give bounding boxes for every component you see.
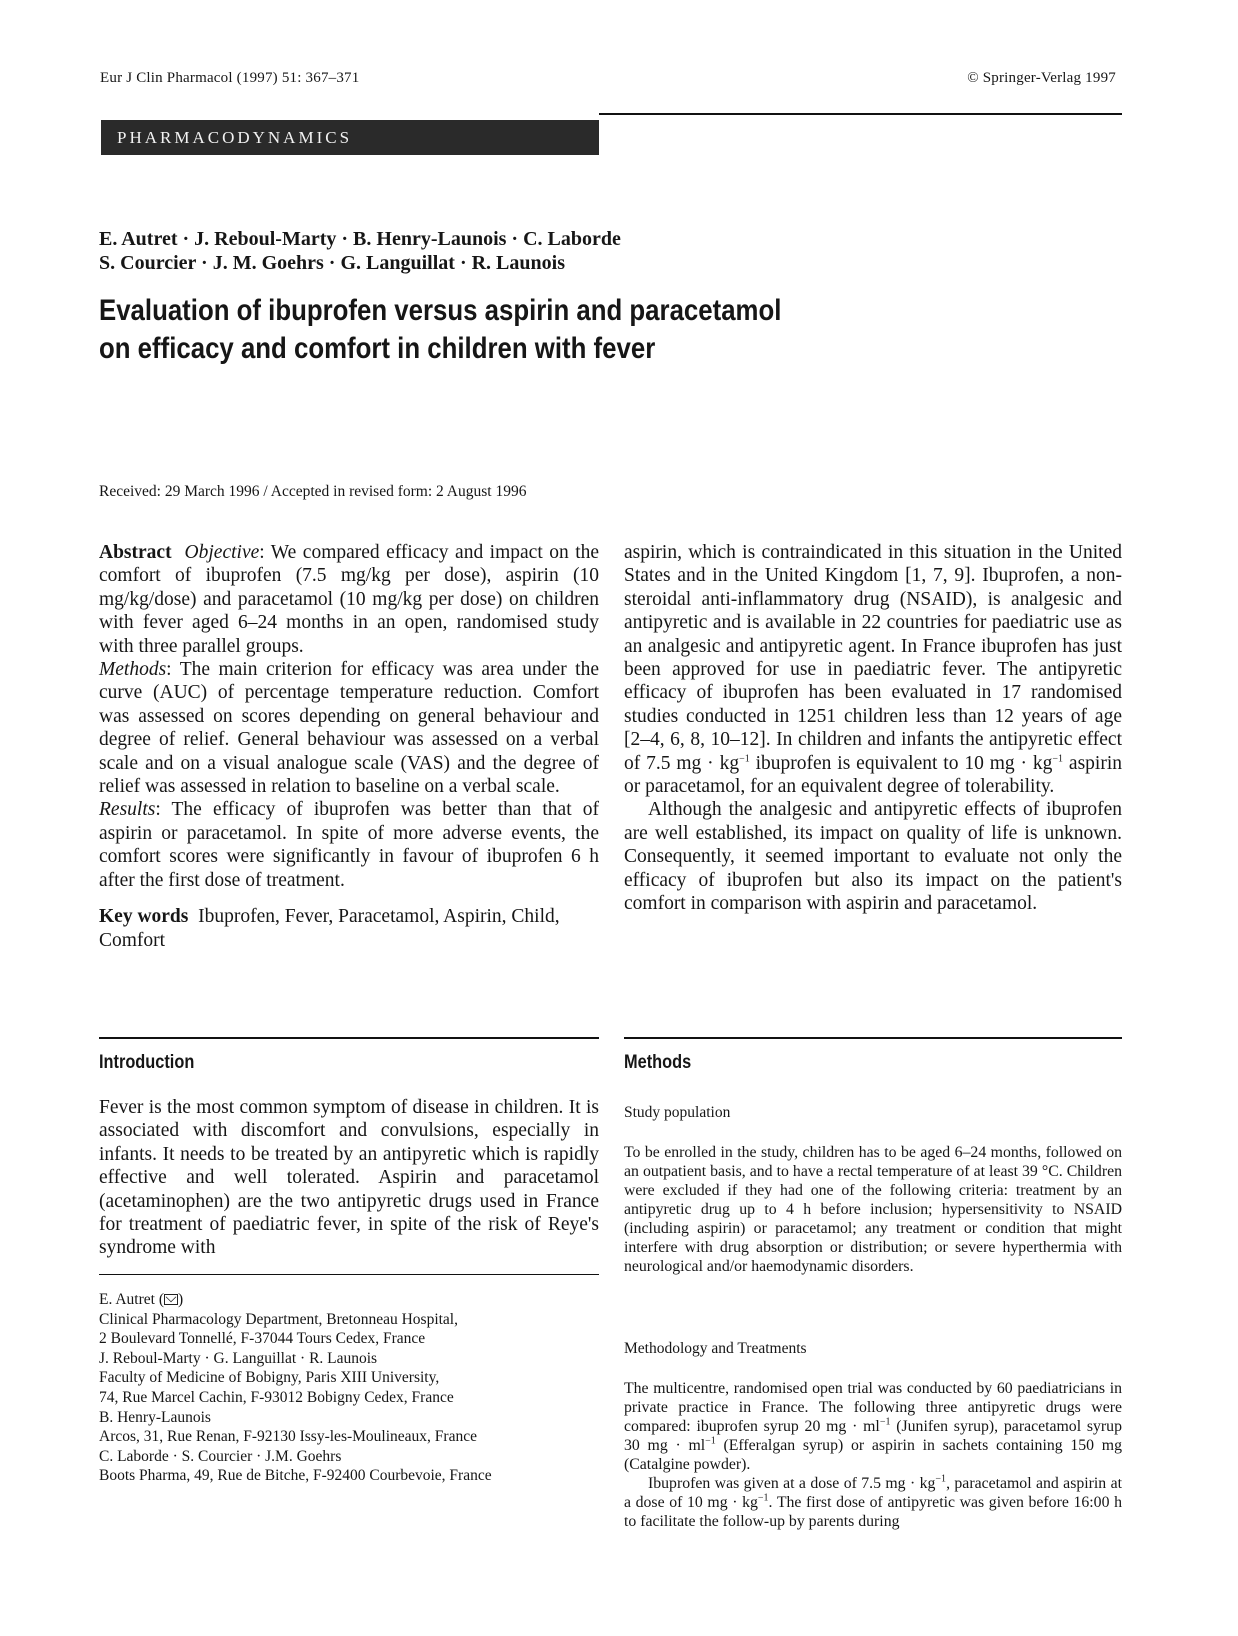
methods-heading: Methods: [624, 1052, 692, 1073]
affiliation-3-line-1: Arcos, 31, Rue Renan, F-92130 Issy-les-Moulineaux, France: [99, 1428, 477, 1446]
affiliation-2-name: J. Reboul-Marty · G. Languillat · R. Launois: [99, 1349, 378, 1367]
affiliation-4-line-1: Boots Pharma, 49, Rue de Bitche, F-92400 Courbevoie, France: [99, 1467, 492, 1485]
journal-citation: Eur J Clin Pharmacol (1997) 51: 367–371: [100, 70, 360, 86]
abstract-objective: [99, 541, 599, 658]
received-dates: Received: 29 March 1996 / Accepted in revised form: 2 August 1996: [99, 483, 527, 500]
title-line-1: Evaluation of ibuprofen versus aspirin and paracetamol: [99, 294, 782, 327]
methodology-text: [624, 1379, 1122, 1531]
methodology-p1-a: The multicentre, randomised open trial was conducted by 60 paediatricians in private practice in France. The following three antipyretic drugs were compared: ibuprofen syrup 20 mg · ml: [624, 1380, 1122, 1435]
copyright-notice: © Springer-Verlag 1997: [967, 70, 1116, 86]
methodology-p2: [624, 1474, 1122, 1531]
methodology-p1-sup-a: −1: [879, 1416, 891, 1428]
abstract-methods: [99, 658, 599, 798]
footnote-rule: [99, 1274, 599, 1275]
methodology-p2-sup-a: −1: [935, 1473, 947, 1485]
p1-text-c: aspirin or paracetamol, for an equivalent degree of tolerability.: [624, 752, 1123, 798]
intro-continuation-p2: Although the analgesic and antipyretic effects of ibuprofen are well established, its impact on quality of life is unknown. Consequently, it seemed important to evaluate not only the efficacy of ibuprofen but also its impact on the patient's comfort in comparison with aspirin and paracetamol.: [624, 799, 1122, 915]
methodology-p2-sup-b: −1: [757, 1492, 769, 1504]
methodology-p1-c: (Efferalgan syrup) or aspirin in sachets containing 150 mg (Catalgine powder).: [624, 1437, 1122, 1473]
methodology-p2-b: , paracetamol and aspirin at a dose of 10 mg · kg: [624, 1475, 1122, 1511]
affiliation-1-line-2: 2 Boulevard Tonnellé, F-37044 Tours Cedex, France: [99, 1330, 426, 1348]
affiliation-1-name: [99, 1290, 599, 1310]
introduction-heading: Introduction: [99, 1052, 195, 1073]
intro-continuation-p1: [624, 541, 1122, 798]
intro-section-rule: [99, 1037, 599, 1039]
intro-continuation: [624, 541, 1122, 916]
affiliation-1-name-end: ): [178, 1291, 184, 1308]
abstract: [99, 541, 599, 952]
p1-text-a: aspirin, which is contraindicated in this situation in the United States and in the United Kingdom [1, 7, 9]. Ibuprofen, a non-steroidal anti-inflammatory drug (NSAID), is analgesic and antipyretic and is available in 22 countries for paediatric use as an analgesic and antipyretic agent. In France ibuprofen has just been approved for use in paediatric fever. The antipyretic efficacy of ibuprofen has been evaluated in 17 randomised studies conducted in 1251 children less than 12 years of age [2–4, 6, 8, 10–12]. In children and infants the antipyretic effect of 7.5 mg · kg: [624, 542, 1122, 774]
methodology-p2-a: Ibuprofen was given at a dose of 7.5 mg · kg: [648, 1475, 936, 1492]
methods-section-rule: [624, 1037, 1122, 1039]
affiliation-1-line-1: Clinical Pharmacology Department, Bretonneau Hospital,: [99, 1310, 458, 1328]
author-list: [99, 227, 621, 275]
title-line-2: on efficacy and comfort in children with fever: [99, 332, 656, 365]
envelope-icon: [164, 1294, 178, 1305]
objective-text: : We compared efficacy and impact on the comfort of ibuprofen (7.5 mg/kg per dose), aspirin (10 mg/kg/dose) and paracetamol (10 mg/kg per dose) on children with fever aged 6–24 months in an open, randomised study with three parallel groups.: [99, 542, 600, 657]
results-label: Results: [99, 799, 156, 821]
affiliation-1: [99, 1290, 599, 1349]
abstract-keywords: [99, 905, 599, 952]
results-text: : The efficacy of ibuprofen was better than that of aspirin or paracetamol. In spite of more adverse events, the comfort scores were significantly in favour of ibuprofen 6 h after the first dose of treatment.: [99, 799, 599, 891]
author-line-2: S. Courcier · J. M. Goehrs · G. Languillat · R. Launois: [99, 252, 565, 274]
affiliation-3-name: B. Henry-Launois: [99, 1408, 211, 1426]
keywords-text: Ibuprofen, Fever, Paracetamol, Aspirin, Child, Comfort: [99, 906, 560, 951]
affiliation-1-name-text: E. Autret (: [99, 1291, 164, 1308]
author-line-1: E. Autret · J. Reboul-Marty · B. Henry-Launois · C. Laborde: [99, 228, 621, 250]
affiliation-3: [99, 1408, 599, 1447]
methodology-p1-b: (Junifen syrup), paracetamol syrup 30 mg · ml: [624, 1418, 1122, 1454]
banner-rule: [599, 113, 1122, 115]
affiliation-4: [99, 1447, 599, 1486]
affiliation-2-line-1: Faculty of Medicine of Bobigny, Paris XIII University,: [99, 1369, 440, 1387]
introduction-text: Fever is the most common symptom of disease in children. It is associated with discomfort and convulsions, especially in infants. It needs to be treated by an antipyretic which is rapidly effective and well tolerated. Aspirin and paracetamol (acetaminophen) are the two antipyretic drugs used in France for treatment of paediatric fever, in spite of the risk of Reye's syndrome with: [99, 1097, 599, 1259]
paper-title: [99, 292, 959, 368]
methodology-p1: [624, 1379, 1122, 1474]
methodology-subheading: Methodology and Treatments: [624, 1340, 807, 1357]
methods-label: Methods: [99, 659, 167, 681]
objective-label: Objective: [184, 542, 260, 563]
p1-text-b: ibuprofen is equivalent to 10 mg · kg: [749, 752, 1053, 774]
methodology-p1-sup-b: −1: [705, 1435, 716, 1447]
p1-sup-a: −1: [739, 753, 750, 765]
keywords-label: Key words: [99, 906, 189, 928]
study-population-text: To be enrolled in the study, children has to be aged 6–24 months, followed on an outpatient basis, and to have a rectal temperature of at least 39 °C. Children were excluded if they had one of the following criteria: treatment by an antipyretic drug up to 4 h before inclusion; hypersensitivity to NSAID (including aspirin) or paracetamol; any treatment or condition that might interfere with drug absorption or distribution; or severe hyperthermia with neurological and/or haemodynamic disorders.: [624, 1144, 1122, 1275]
methods-text: : The main criterion for efficacy was area under the curve (AUC) of percentage temperature reduction. Comfort was assessed on scores depending on general behaviour and degree of relief. General behaviour was assessed on a verbal scale and on a visual analogue scale (VAS) and the degree of relief was assessed in relation to baseline on a verbal scale.: [99, 659, 599, 798]
p1-sup-b: −1: [1052, 753, 1064, 765]
affiliation-2: [99, 1349, 599, 1408]
abstract-results: [99, 798, 599, 892]
section-banner: PHARMACODYNAMICS: [101, 120, 599, 155]
abstract-label: Abstract: [99, 542, 172, 563]
affiliation-2-line-2: 74, Rue Marcel Cachin, F-93012 Bobigny Cedex, France: [99, 1388, 454, 1406]
methodology-p2-c: . The first dose of antipyretic was given before 16:00 h to facilitate the follow-up by parents during: [624, 1494, 1122, 1530]
affiliations: [99, 1290, 599, 1486]
study-population-subheading: Study population: [624, 1104, 731, 1121]
affiliation-4-name: C. Laborde · S. Courcier · J.M. Goehrs: [99, 1447, 342, 1465]
